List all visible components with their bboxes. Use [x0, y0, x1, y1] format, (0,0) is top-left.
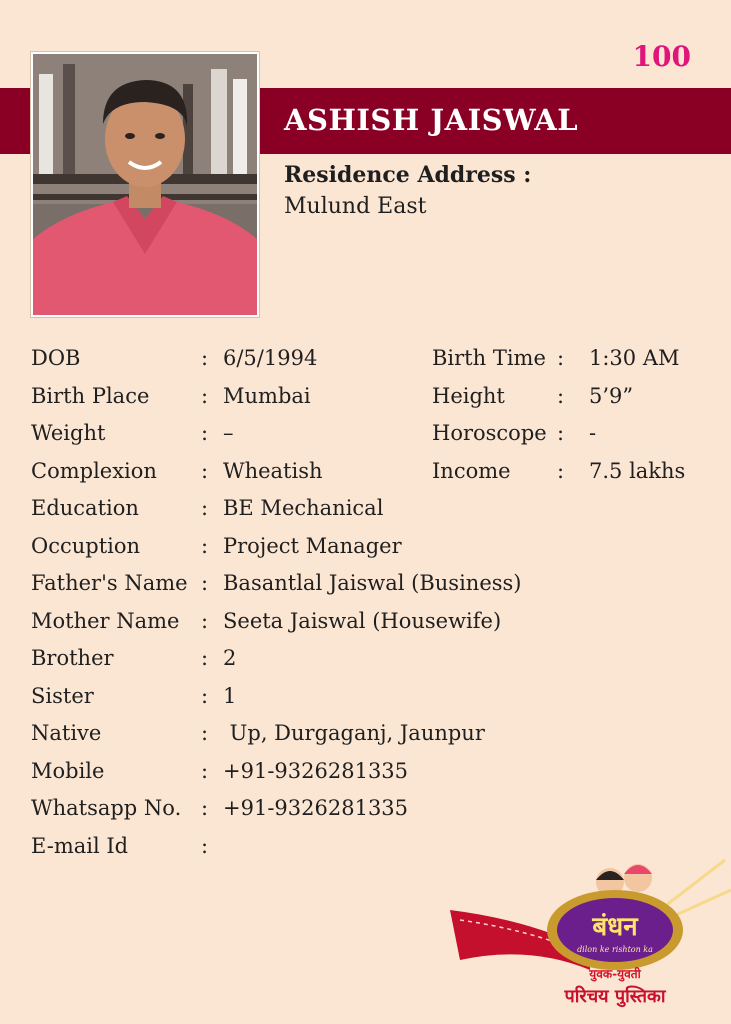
detail-label: Father's Name — [31, 571, 188, 595]
detail-value: BE Mechanical — [223, 496, 384, 520]
detail-row — [31, 490, 711, 528]
detail-colon: : — [201, 608, 209, 633]
detail-colon: : — [201, 533, 209, 558]
detail-value: +91-9326281335 — [223, 758, 409, 783]
detail-colon: : — [201, 421, 209, 445]
candidate-photo — [33, 54, 257, 315]
detail-row — [31, 565, 711, 603]
detail-label: Birth Place — [31, 383, 150, 408]
logo-main-text: बंधन — [592, 912, 638, 942]
detail-label: Horoscope — [432, 421, 547, 445]
detail-value: - — [589, 421, 597, 445]
detail-label: Education — [31, 496, 139, 520]
address-value: Mulund East — [284, 194, 427, 219]
detail-value: 2 — [223, 646, 237, 670]
detail-colon: : — [201, 383, 209, 408]
detail-value: Basantlal Jaiswal (Business) — [223, 571, 522, 595]
detail-value: Project Manager — [223, 533, 402, 558]
detail-row — [31, 678, 711, 716]
detail-row — [31, 753, 711, 791]
bandhan-logo — [440, 850, 731, 1024]
photo-frame — [31, 52, 259, 317]
detail-value: 6/5/1994 — [223, 346, 318, 370]
logo-tagline: dilon ke rishton ka — [577, 945, 653, 954]
detail-label: Height — [432, 383, 505, 408]
detail-label: Occuption — [31, 533, 141, 558]
detail-value: Wheatish — [223, 458, 323, 483]
detail-colon: : — [557, 421, 565, 445]
detail-value: Mumbai — [223, 383, 311, 408]
detail-label: Complexion — [31, 458, 157, 483]
detail-label: Whatsapp No. — [31, 796, 182, 820]
detail-value: 5’9” — [589, 383, 634, 408]
detail-label: Brother — [31, 646, 114, 670]
detail-label: Mobile — [31, 758, 105, 783]
detail-label: DOB — [31, 346, 81, 370]
detail-row — [31, 453, 711, 491]
detail-colon: : — [201, 458, 209, 483]
detail-colon: : — [201, 646, 209, 670]
candidate-name: ASHISH JAISWAL — [284, 103, 579, 137]
detail-colon: : — [557, 458, 565, 483]
detail-colon: : — [201, 833, 209, 858]
detail-label: Birth Time — [432, 346, 546, 370]
detail-colon: : — [201, 346, 209, 370]
profile-number: 100 — [632, 40, 691, 73]
detail-colon: : — [201, 683, 209, 708]
detail-colon: : — [201, 721, 209, 745]
detail-colon: : — [557, 383, 565, 408]
logo-sub-text: युवक-युवती — [589, 967, 641, 981]
detail-value: 1 — [223, 683, 237, 708]
detail-label: Weight — [31, 421, 106, 445]
detail-label: E-mail Id — [31, 833, 129, 858]
logo-bottom-text: परिचय पुस्तिका — [564, 986, 666, 1007]
detail-value: 7.5 lakhs — [589, 458, 686, 483]
detail-label: Mother Name — [31, 608, 180, 633]
detail-label: Income — [432, 458, 511, 483]
detail-label: Sister — [31, 683, 94, 708]
detail-row — [31, 378, 711, 416]
detail-value: Seeta Jaiswal (Housewife) — [223, 608, 502, 633]
detail-colon: : — [201, 796, 209, 820]
detail-value: 1:30 AM — [589, 346, 680, 370]
detail-label: Native — [31, 721, 102, 745]
detail-colon: : — [557, 346, 565, 370]
detail-row — [31, 340, 711, 378]
detail-colon: : — [201, 758, 209, 783]
detail-value: Up, Durgaganj, Jaunpur — [223, 721, 485, 745]
detail-value: – — [223, 421, 234, 445]
detail-value: +91-9326281335 — [223, 796, 409, 820]
details-table — [31, 340, 711, 865]
detail-row — [31, 715, 711, 753]
detail-row — [31, 640, 711, 678]
detail-colon: : — [201, 571, 209, 595]
address-label: Residence Address : — [284, 162, 532, 188]
detail-row — [31, 790, 711, 828]
detail-row — [31, 603, 711, 641]
detail-row — [31, 415, 711, 453]
detail-row — [31, 528, 711, 566]
detail-colon: : — [201, 496, 209, 520]
